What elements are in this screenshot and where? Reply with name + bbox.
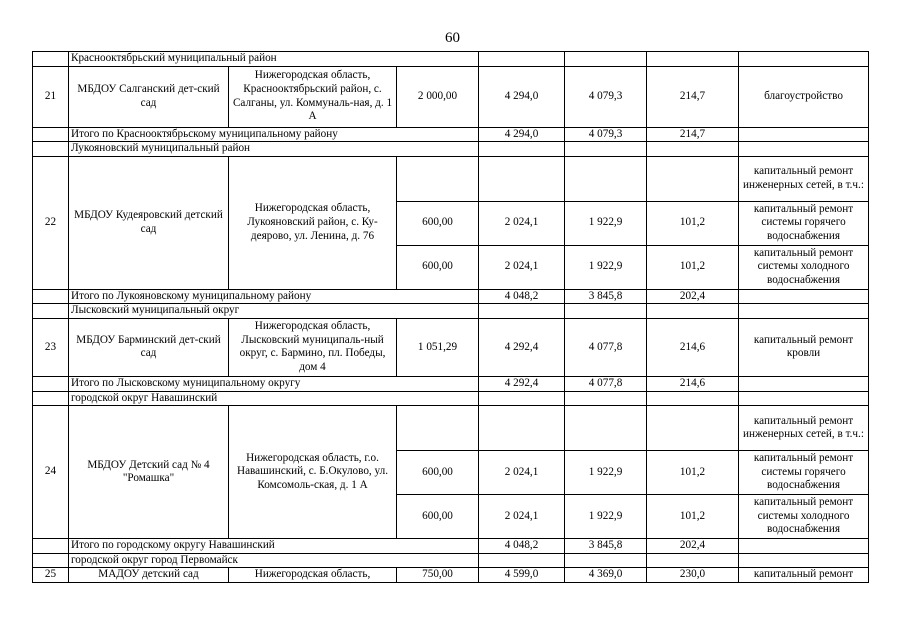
area-value: 600,00 (397, 495, 479, 539)
section-title: Лысковский муниципальный округ (69, 304, 479, 319)
area-value: 600,00 (397, 245, 479, 289)
organization-address: Нижегородская область, Лысковский муниципаль-ный округ, с. Бармино, пл. Победы, дом 4 (229, 318, 397, 376)
subtotal-label: Итого по городскому округу Навашинский (69, 539, 479, 554)
subtotal-row (33, 127, 869, 142)
section-header-row (33, 304, 869, 319)
cofinance-value: 101,2 (647, 201, 739, 245)
total-value: 2 024,1 (479, 245, 565, 289)
organization-address: Нижегородская область, Лукояновский район, с. Ку-деярово, ул. Ленина, д. 76 (229, 156, 397, 289)
subtotal-row (33, 376, 869, 391)
organization-name: МБДОУ Детский сад № 4 "Ромашка" (69, 406, 229, 539)
subtotal-label: Итого по Лысковскому муниципальному округу (69, 376, 479, 391)
work-type: капитальный ремонт системы горячего водоснабжения (739, 451, 869, 495)
subtotal-total: 4 292,4 (479, 376, 565, 391)
cofinance-value: 101,2 (647, 245, 739, 289)
section-title: Краснооктябрьский муниципальный район (69, 52, 479, 67)
budget-value: 1 922,9 (565, 495, 647, 539)
work-type: капитальный ремонт инженерных сетей, в т.ч.: (739, 406, 869, 451)
cofinance-value: 230,0 (647, 568, 739, 583)
section-title: городской округ Навашинский (69, 391, 479, 406)
total-value (479, 406, 565, 451)
object-list-table (32, 51, 869, 583)
section-title: Лукояновский муниципальный район (69, 142, 479, 157)
organization-name: МБДОУ Кудеяровский детский сад (69, 156, 229, 289)
subtotal-label: Итого по Краснооктябрьскому муниципальному району (69, 127, 479, 142)
total-value: 4 292,4 (479, 318, 565, 376)
row-number: 22 (33, 156, 69, 289)
total-value: 4 599,0 (479, 568, 565, 583)
page-number: 60 (445, 30, 460, 46)
organization-address: Нижегородская область, (229, 568, 397, 583)
row-number: 21 (33, 66, 69, 127)
area-value: 600,00 (397, 201, 479, 245)
total-value (479, 156, 565, 201)
budget-value: 1 922,9 (565, 201, 647, 245)
work-type: капитальный ремонт системы холодного водоснабжения (739, 245, 869, 289)
section-header-row (33, 391, 869, 406)
cofinance-value: 101,2 (647, 495, 739, 539)
organization-name: МБДОУ Салганский дет-ский сад (69, 66, 229, 127)
area-value: 600,00 (397, 451, 479, 495)
work-type: капитальный ремонт инженерных сетей, в т.ч.: (739, 156, 869, 201)
subtotal-total: 4 048,2 (479, 289, 565, 304)
cofinance-value: 101,2 (647, 451, 739, 495)
table-row (33, 318, 869, 376)
area-value: 2 000,00 (397, 66, 479, 127)
subtotal-total: 4 294,0 (479, 127, 565, 142)
organization-address: Нижегородская область, г.о. Навашинский, с. Б.Окулово, ул. Комсомоль-ская, д. 1 А (229, 406, 397, 539)
row-number: 23 (33, 318, 69, 376)
budget-value: 4 077,8 (565, 318, 647, 376)
subtotal-cofinance: 214,7 (647, 127, 739, 142)
section-header-row (33, 142, 869, 157)
subtotal-budget: 4 077,8 (565, 376, 647, 391)
subtotal-cofinance: 214,6 (647, 376, 739, 391)
area-value: 750,00 (397, 568, 479, 583)
budget-value: 1 922,9 (565, 451, 647, 495)
subtotal-row (33, 539, 869, 554)
work-type: благоустройство (739, 66, 869, 127)
organization-name: МБДОУ Барминский дет-ский сад (69, 318, 229, 376)
budget-value (565, 406, 647, 451)
budget-value: 4 079,3 (565, 66, 647, 127)
section-header-row (33, 553, 869, 568)
table-row (33, 66, 869, 127)
budget-value: 1 922,9 (565, 245, 647, 289)
subtotal-row (33, 289, 869, 304)
work-type: капитальный ремонт системы холодного водоснабжения (739, 495, 869, 539)
table-row (33, 568, 869, 583)
subtotal-total: 4 048,2 (479, 539, 565, 554)
subtotal-budget: 3 845,8 (565, 539, 647, 554)
organization-address: Нижегородская область, Краснооктябрьский район, с. Салганы, ул. Коммуналь-ная, д. 1 А (229, 66, 397, 127)
cofinance-value: 214,7 (647, 66, 739, 127)
total-value: 2 024,1 (479, 201, 565, 245)
section-title: городской округ город Первомайск (69, 553, 479, 568)
row-number: 24 (33, 406, 69, 539)
area-value (397, 406, 479, 451)
cofinance-value: 214,6 (647, 318, 739, 376)
subtotal-budget: 4 079,3 (565, 127, 647, 142)
area-value: 1 051,29 (397, 318, 479, 376)
subtotal-label: Итого по Лукояновскому муниципальному району (69, 289, 479, 304)
work-type: капитальный ремонт кровли (739, 318, 869, 376)
work-type: капитальный ремонт системы горячего водоснабжения (739, 201, 869, 245)
cofinance-value (647, 156, 739, 201)
total-value: 2 024,1 (479, 495, 565, 539)
section-header-row (33, 52, 869, 67)
budget-value: 4 369,0 (565, 568, 647, 583)
subtotal-budget: 3 845,8 (565, 289, 647, 304)
work-type: капитальный ремонт (739, 568, 869, 583)
subtotal-cofinance: 202,4 (647, 289, 739, 304)
budget-value (565, 156, 647, 201)
table-row (33, 406, 869, 451)
total-value: 2 024,1 (479, 451, 565, 495)
table-row (33, 156, 869, 201)
organization-name: МАДОУ детский сад (69, 568, 229, 583)
total-value: 4 294,0 (479, 66, 565, 127)
area-value (397, 156, 479, 201)
subtotal-cofinance: 202,4 (647, 539, 739, 554)
row-number: 25 (33, 568, 69, 583)
cofinance-value (647, 406, 739, 451)
